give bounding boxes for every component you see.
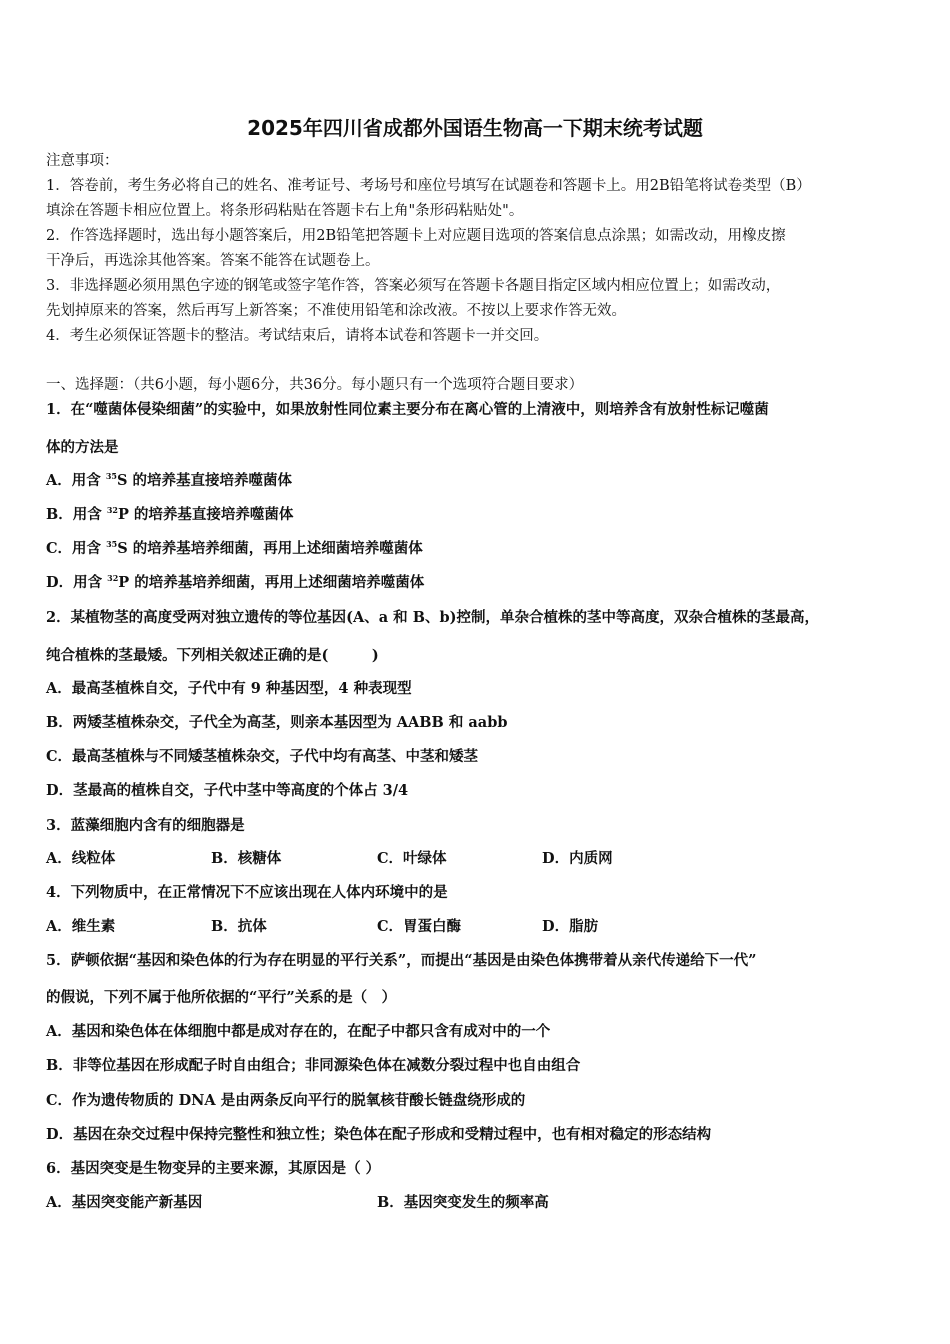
question-1-stem-cont: 体的方法是 [46, 439, 119, 456]
notice-line: 3．非选择题必须用黑色字迹的钢笔或签字笔作答，答案必须写在答题卡各题目指定区域内相应位置上；如需改动， [46, 278, 781, 294]
notice-line: 干净后，再选涂其他答案。答案不能答在试题卷上。 [46, 253, 380, 269]
question-4-options [46, 917, 906, 937]
question-2-option-a: A．最高茎植株自交，子代中有 9 种基因型，4 种表现型 [46, 680, 412, 697]
question-3-option-a: A．线粒体 [46, 850, 116, 867]
question-4-option-c: C．胃蛋白酶 [377, 918, 462, 935]
question-4-option-b: B．抗体 [211, 918, 267, 935]
notice-line: 填涂在答题卡相应位置上。将条形码粘贴在答题卡右上角"条形码粘贴处"。 [46, 203, 524, 219]
question-6-stem: 6．基因突变是生物变异的主要来源，其原因是（ ） [46, 1160, 381, 1177]
notice-line: 4．考生必须保证答题卡的整洁。考试结束后，请将本试卷和答题卡一并交回。 [46, 328, 549, 344]
question-6-option-a: A．基因突变能产新基因 [46, 1194, 203, 1211]
question-4-option-d: D．脂肪 [542, 918, 599, 935]
notice-line: 1．答卷前，考生务必将自己的姓名、准考证号、考场号和座位号填写在试题卷和答题卡上。用2B铅笔将试卷类型（B） [46, 178, 811, 194]
question-5-stem: 5．萨顿依据“基因和染色体的行为存在明显的平行关系”，而提出“基因是由染色体携带着从亲代传递给下一代” [46, 952, 757, 969]
question-5-option-a: A．基因和染色体在体细胞中都是成对存在的，在配子中都只含有成对中的一个 [46, 1023, 551, 1040]
question-1-stem: 1．在“噬菌体侵染细菌”的实验中，如果放射性同位素主要分布在离心管的上清液中，则培养含有放射性标记噬菌 [46, 401, 769, 418]
question-5-option-c: C．作为遗传物质的 DNA 是由两条反向平行的脱氧核苷酸长链盘绕形成的 [46, 1092, 526, 1109]
question-2-option-d: D．茎最高的植株自交，子代中茎中等高度的个体占 3/4 [46, 782, 409, 799]
question-3-stem: 3．蓝藻细胞内含有的细胞器是 [46, 817, 245, 834]
question-1-option-c: C．用含 $^{35}$S 的培养基培养细菌，再用上述细菌培养噬菌体 [46, 539, 423, 557]
question-3-option-b: B．核糖体 [211, 850, 282, 867]
question-6-options [46, 1193, 906, 1213]
question-5-stem-cont: 的假说，下列不属于他所依据的“平行”关系的是（ ） [46, 989, 397, 1006]
question-3-option-d: D．内质网 [542, 850, 613, 867]
question-2-stem: 2．某植物茎的高度受两对独立遗传的等位基因(A、a 和 B、b)控制，单杂合植株的茎中等高度，双杂合植株的茎最高， [46, 609, 819, 626]
question-2-stem-cont: 纯合植株的茎最矮。下列相关叙述正确的是( ) [46, 647, 379, 664]
question-5-option-b: B．非等位基因在形成配子时自由组合；非同源染色体在减数分裂过程中也自由组合 [46, 1057, 581, 1074]
notice-heading: 注意事项： [46, 153, 119, 169]
question-1-option-b: B．用含 $^{32}$P 的培养基直接培养噬菌体 [46, 505, 294, 523]
question-2-option-b: B．两矮茎植株杂交，子代全为高茎，则亲本基因型为 AABB 和 aabb [46, 714, 508, 731]
question-5-option-d: D．基因在杂交过程中保持完整性和独立性；染色体在配子形成和受精过程中，也有相对稳定的形态结构 [46, 1126, 712, 1143]
question-1-option-d: D．用含 $^{32}$P 的培养基培养细菌，再用上述细菌培养噬菌体 [46, 573, 425, 591]
question-1-option-a: A．用含 $^{35}$S 的培养基直接培养噬菌体 [46, 471, 292, 489]
question-4-stem: 4．下列物质中，在正常情况下不应该出现在人体内环境中的是 [46, 884, 448, 901]
notice-line: 2．作答选择题时，选出每小题答案后，用2B铅笔把答题卡上对应题目选项的答案信息点涂黑；如需改动，用橡皮擦 [46, 228, 786, 244]
section-heading: 一、选择题：（共6小题，每小题6分，共36分。每小题只有一个选项符合题目要求） [46, 377, 584, 393]
page-title: 2025年四川省成都外国语生物高一下期末统考试题 [247, 116, 703, 140]
question-2-option-c: C．最高茎植株与不同矮茎植株杂交，子代中均有高茎、中茎和矮茎 [46, 748, 479, 765]
question-3-option-c: C．叶绿体 [377, 850, 447, 867]
notice-line: 先划掉原来的答案，然后再写上新答案；不准使用铅笔和涂改液。不按以上要求作答无效。 [46, 303, 626, 319]
question-6-option-b: B．基因突变发生的频率高 [377, 1194, 549, 1211]
question-3-options [46, 849, 906, 869]
question-4-option-a: A．维生素 [46, 918, 116, 935]
